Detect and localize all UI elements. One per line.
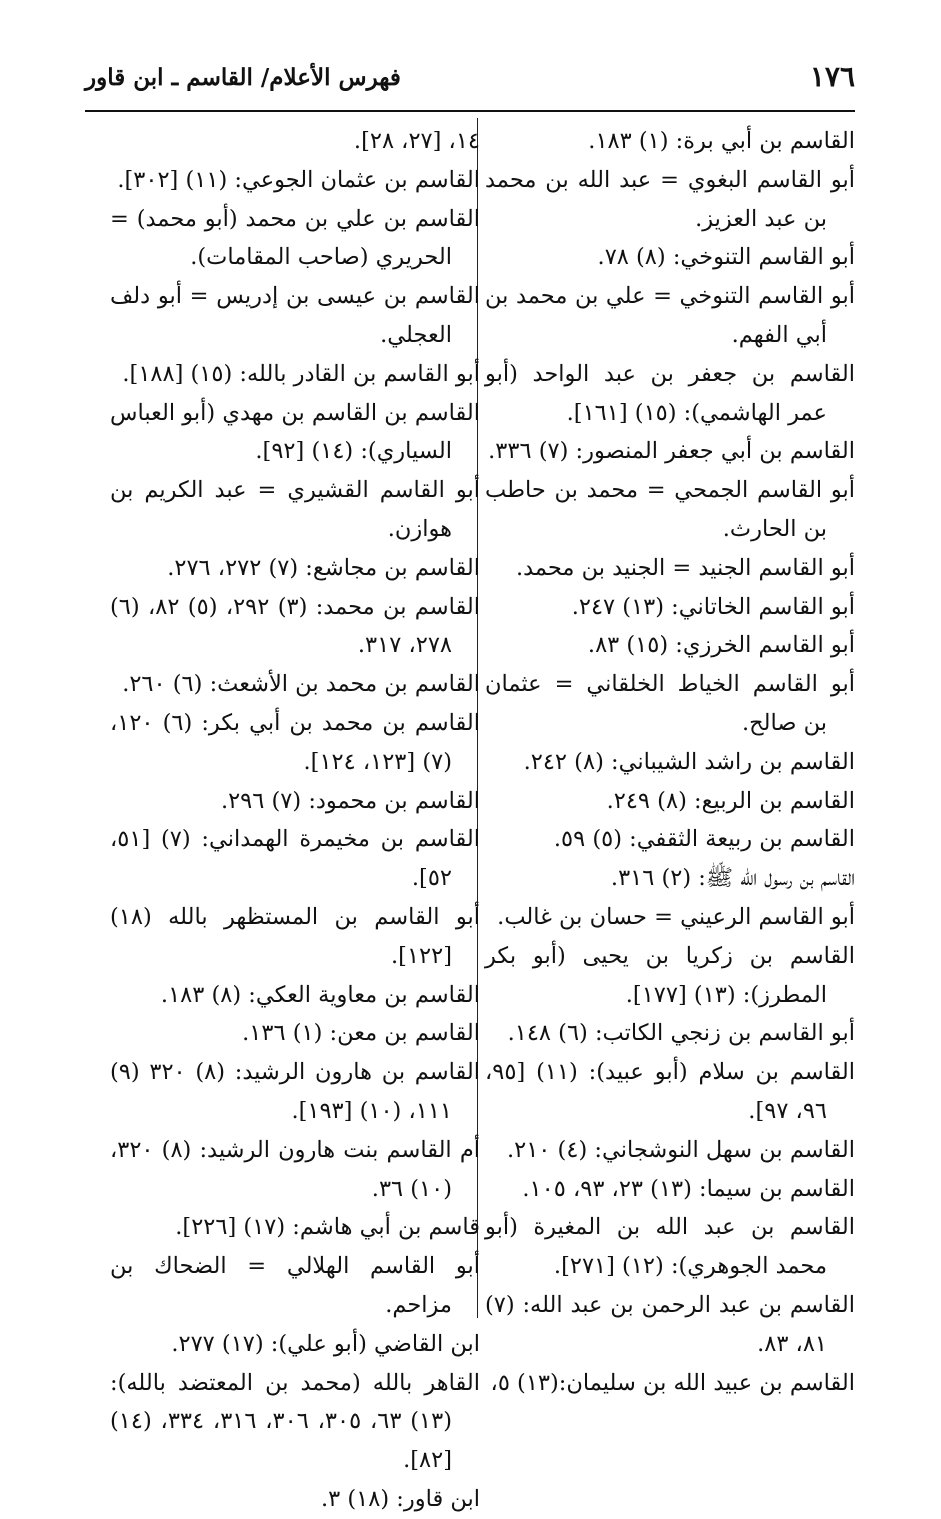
index-entry: القاسم بن عبد الرحمن بن عبد الله: (٧) ٨١، ٨٣. — [485, 1291, 855, 1357]
index-entry: ابن القاضي (أبو علي): (١٧) ٢٧٧. — [171, 1330, 480, 1357]
index-entry: القاسم بن محمود: (٧) ٢٩٦. — [220, 787, 480, 814]
header-rule — [85, 110, 855, 112]
index-entry: القاسم بن علي بن محمد (أبو محمد) = الحريري (صاحب المقامات). — [110, 205, 480, 271]
index-entry: القاسم بن عيسى بن إدريس = أبو دلف العجلي. — [110, 283, 480, 348]
index-entry: القاسم بن معاوية العكي: (٨) ١٨٣. — [160, 981, 480, 1008]
index-entry: أبو القاسم البغوي = عبد الله بن محمد بن عبد العزيز. — [485, 166, 855, 232]
header-title: فهرس الأعلام/ القاسم ـ ابن قاور — [85, 64, 401, 91]
index-entry: ابن قاور: (١٨) ٣. — [320, 1485, 480, 1512]
index-entry: القاسم بن زكريا بن يحيى (أبو بكر المطرز): (١٣) [١٧٧]. — [485, 942, 855, 1008]
index-entry: القاسم بن عبيد الله بن سليمان:(١٣) ٥، — [490, 1369, 855, 1396]
index-entry: القاسم بن جعفر بن عبد الواحد (أبو عمر الهاشمي): (١٥) [١٦١]. — [485, 360, 855, 426]
page-number: ١٧٦ — [809, 60, 855, 93]
index-entry: القاسم بن رسول الله ﷺ: (٢) ٣١٦. — [610, 865, 855, 892]
index-entry: أبو القاسم الخياط الخلقاني = عثمان بن صالح. — [485, 671, 855, 736]
index-entry: أبو القاسم بن المستظهر بالله (١٨) [١٢٢]. — [110, 903, 480, 969]
index-entry: القاسم بن أبي برة: (١) ١٨٣. — [588, 128, 855, 154]
index-entry: القاسم بن أبي جعفر المنصور: (٧) ٣٣٦. — [488, 438, 855, 465]
index-entry: أبو القاسم الجنيد = الجنيد بن محمد. — [515, 554, 855, 581]
index-entry: القاسم بن ربيعة الثقفي: (٥) ٥٩. — [553, 826, 855, 853]
index-entry: أبو القاسم الجمحي = محمد بن حاطب بن الحارث. — [485, 477, 855, 542]
left-column — [110, 122, 480, 1519]
index-entry: القاسم بن سلام (أبو عبيد): (١١) [٩٥، ٩٦، ٩٧]. — [485, 1059, 855, 1124]
index-entry: القاسم بن القاسم بن مهدي (أبو العباس السياري): (١٤) [٩٢]. — [110, 399, 480, 465]
index-entry: القاسم بن عثمان الجوعي: (١١) [٣٠٢]. — [117, 166, 480, 193]
index-entry: أبو القاسم القشيري = عبد الكريم بن هوازن. — [110, 477, 480, 542]
index-entry: القاسم بن مجاشع: (٧) ٢٧٢، ٢٧٦. — [167, 554, 480, 581]
index-entry: ١٤، [٢٧، ٢٨]. — [353, 128, 480, 154]
index-entry: قاسم بن أبي هاشم: (١٧) [٢٢٦]. — [175, 1214, 480, 1241]
index-entry: أبو القاسم الخاتاني: (١٣) ٢٤٧. — [571, 593, 855, 620]
index-entry: القاسم بن معن: (١) ١٣٦. — [242, 1020, 480, 1047]
index-entry: القاسم بن سهل النوشجاني: (٤) ٢١٠. — [506, 1136, 855, 1163]
index-entry: أبو القاسم بن القادر بالله: (١٥) [١٨٨]. — [122, 360, 480, 387]
index-entry: أبو القاسم التنوخي: (٨) ٧٨. — [597, 244, 855, 271]
index-entry: القاسم بن الربيع: (٨) ٢٤٩. — [606, 787, 855, 814]
index-entry: أبو القاسم الهلالي = الضحاك بن مزاحم. — [110, 1253, 480, 1318]
right-column — [485, 122, 855, 1402]
index-entry: أبو القاسم الخرزي: (١٥) ٨٣. — [587, 632, 855, 659]
index-entry: القاسم بن محمد بن أبي بكر: (٦) ١٢٠، (٧) [١٢٣، ١٢٤]. — [110, 709, 480, 775]
running-head — [85, 58, 855, 102]
index-entry: القاسم بن محمد: (٣) ٢٩٢، (٥) ٨٢، (٦) ٢٧٨، ٣١٧. — [110, 593, 480, 659]
index-entry: أم القاسم بنت هارون الرشيد: (٨) ٣٢٠، (١٠) ٣٦. — [110, 1136, 480, 1202]
index-entry: القاسم بن هارون الرشيد: (٨) ٣٢٠ (٩) ١١١، (١٠) [١٩٣]. — [110, 1059, 480, 1124]
index-entry: أبو القاسم بن زنجي الكاتب: (٦) ١٤٨. — [507, 1020, 855, 1047]
index-entry: القاسم بن عبد الله بن المغيرة (أبو محمد الجوهري): (١٢) [٢٧١]. — [485, 1214, 855, 1280]
index-entry: القاهر بالله (محمد بن المعتضد بالله): (١٣) ٦٣، ٣٠٥، ٣٠٦، ٣١٦، ٣٣٤، (١٤) [٨٢]. — [110, 1369, 480, 1474]
index-entry: القاسم بن مخيمرة الهمداني: (٧) [٥١، ٥٢]. — [110, 826, 480, 892]
index-entry: القاسم بن محمد بن الأشعث: (٦) ٢٦٠. — [122, 671, 480, 698]
index-entry: القاسم بن سيما: (١٣) ٢٣، ٩٣، ١٠٥. — [522, 1175, 855, 1202]
index-entry: أبو القاسم الرعيني = حسان بن غالب. — [497, 903, 855, 930]
index-entry: القاسم بن راشد الشيباني: (٨) ٢٤٢. — [523, 748, 855, 775]
index-entry: أبو القاسم التنوخي = علي بن محمد بن أبي الفهم. — [485, 283, 855, 348]
